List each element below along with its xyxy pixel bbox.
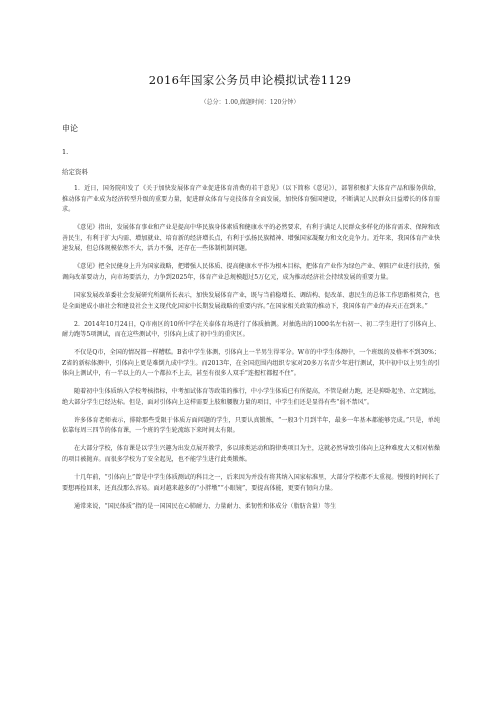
document-body bbox=[62, 184, 440, 520]
question-label: 给定资料 bbox=[62, 168, 88, 176]
document-meta: （总分：1.00,做题时间：120分钟） bbox=[200, 99, 300, 106]
question-number: 1. bbox=[62, 148, 69, 156]
paragraph: 在大部分学校，体育课是以学生兴趣为出发点展开教学，多以球类运动和韵律类项目为主，这就必然导致引体向上这种难度大又相对枯燥的项目被抛弃。而很多学校为了安全起见，也不能学生进行此类锻炼。 bbox=[62, 445, 440, 463]
paragraph: 不仅是Q市，全国的情况都一样糟糕。B省中学生体测，引体向上一半男生得零分。W市的中学生体测中，一个班级的及格率不到30%；Z省的新标体测中，引体向上更是难倒九成中学生。而2013年，在全国范围内组织专家对20多万名青少年进行测试，其中初中以上男生的引体向上测试中，有一半以上的人一个都拉不上去，甚至有很多人双手“连握杠都握不住”。 bbox=[62, 349, 440, 378]
paragraph: 十几年前，“引体向上”曾是中学生体质测试的科目之一，后来因为并没有将其纳入国家标准里，大部分学校都不太重视。慢慢的时间长了要想再捡回来，还真没那么容易。面对越来越多的“小胖墩”“小眼镜”，要提高体能，更要有韧向力量。 bbox=[62, 473, 440, 492]
paragraph: 1．近日，国务院印发了《关于加快发展体育产业促进体育消费的若干意见》（以下简称《意见》），部署积极扩大体育产品和服务供给，推动体育产业成为经济转型升级的重要力量，促进群众体育与竞技体育全面发展，加快体育强国建设，不断满足人民群众日益增长的体育需求。 bbox=[62, 185, 440, 214]
paragraph: 许多体育老师表示，排除那些受限于体质方面问题的学生，只要认真锻炼，“一般3个月到半年，最多一年基本都能够完成。”只是，单纯依靠每周三四节的体育课，一个班的学生轮流练下来时间太有限。 bbox=[62, 416, 440, 435]
paragraph: 国家发展改革委社会发展研究所副所长表示，加快发展体育产业，既与当前稳增长、调结构、促改革、惠民生的总体工作思路相契合，也是全面建成小康社会和建设社会主义现代化国家中长期发展战略的重要内容。”在国家相关政策的推动下，我国体育产业的春天正在到来。” bbox=[62, 291, 440, 310]
paragraph: 2．2014年10月24日，Q市南区的10所中学在关泰体育场进行了体质抽测。对抽选出的1000名左右初一、初二学生进行了引体向上、耐力跑等5项测试，而在这些测试中，引体向上成了初中生的重灾区。 bbox=[62, 320, 440, 339]
document-title: 2016年国家公务员申论模拟试卷1129 bbox=[148, 73, 352, 87]
section-heading: 申论 bbox=[62, 124, 78, 133]
paragraph: 《意见》指出，发展体育事业和产业是提高中华民族身体素质和健康水平的必然要求，有利于满足人民群众多样化的体育需求、保障和改善民生，有利于扩大内需、增加就业、培育新的经济增长点，有利于弘扬民族精神、增强国家凝聚力和文化竞争力。近年来，我国体育产业快速发展，但总体规模依然不大，活力不强，还存在一些体制机制问题。 bbox=[62, 224, 440, 253]
paragraph: 通常来说，“国民体质”指的是一国国民在心肺耐力、力量耐力、柔韧性和体成分（脂肪含量）等生 bbox=[74, 502, 337, 510]
paragraph: 《意见》把全民健身上升为国家战略，把增强人民体质、提高健康水平作为根本目标，把体育产业作为绿色产业、朝阳产业进行扶持，强调向改革要动力，向市场要活力，力争到2025年，体育产业总规模超过5万亿元，成为推动经济社会持续发展的重要力量。 bbox=[62, 263, 440, 281]
paragraph: 随着初中生体质纳入学校考核指标，中考加试体育等政策的推行，中小学生体质已有所提高，不管是耐力跑，还是抑卧起坐、立定跳远，绝大部分学生已经达标。但是，面对引体向上这样需要上肢和腰腹力量的项目，中学生们还是显得有些“弱不禁风”。 bbox=[62, 388, 440, 406]
